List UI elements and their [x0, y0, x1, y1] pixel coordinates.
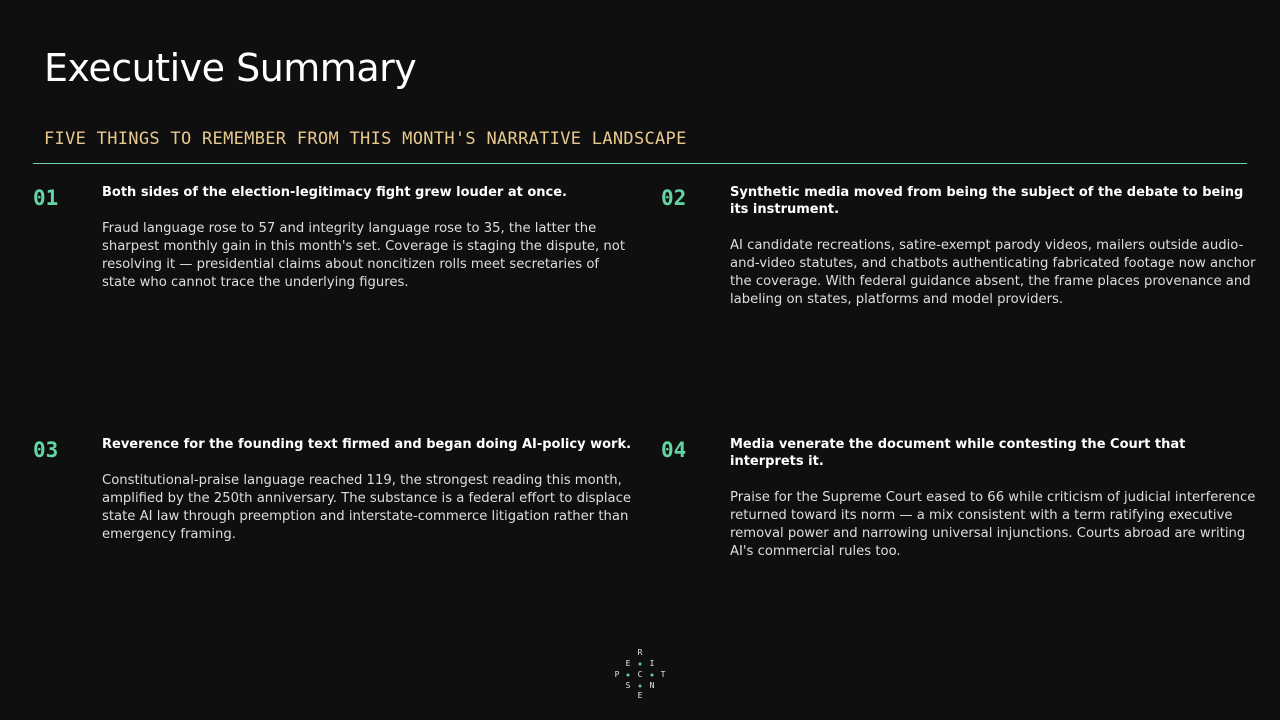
item-body: AI candidate recreations, satire-exempt parody videos, mailers outside audio-and-video statutes, and chatbots authenticating fabricated footage now anchor the coverage. With federal guidance absent, the frame places provenance and labeling on states, platforms and model providers.	[730, 238, 1256, 307]
logo-letter: R	[637, 648, 643, 657]
item-headline: Media venerate the document while contesting the Court that interprets it.	[730, 437, 1186, 469]
slide-subtitle: FIVE THINGS TO REMEMBER FROM THIS MONTH'S NARRATIVE LANDSCAPE	[44, 129, 687, 149]
logo-dot	[639, 685, 642, 688]
logo-dot	[651, 674, 654, 677]
logo-letter: T	[660, 670, 666, 679]
logo-letter: E	[625, 659, 631, 668]
item-number: 04	[661, 438, 687, 462]
logo-letter: C	[637, 670, 643, 679]
item-body: Praise for the Supreme Court eased to 66 while criticism of judicial interference returned toward its norm — a mix consistent with a term ratifying executive removal power and narrowing universal injunctions. Courts abroad are writing AI's commercial rules too.	[730, 490, 1256, 559]
divider-line	[33, 163, 1247, 164]
logo-letter: E	[637, 691, 643, 700]
logo-letter: S	[625, 681, 631, 690]
item-content	[730, 436, 1260, 561]
item-headline: Synthetic media moved from being the subject of the debate to being its instrument.	[730, 185, 1244, 217]
item-number: 03	[33, 438, 59, 462]
item-headline: Both sides of the election-legitimacy fight grew louder at once.	[102, 185, 567, 200]
logo-letter: N	[649, 681, 655, 690]
item-body: Fraud language rose to 57 and integrity language rose to 35, the latter the sharpest monthly gain in this month's set. Coverage is staging the dispute, not resolving it — presidential claims about noncitizen rolls meet secretaries of state who cannot trace the underlying figures.	[102, 221, 625, 290]
slide-title: Executive Summary	[44, 46, 417, 90]
logo-dot	[639, 663, 642, 666]
item-number: 01	[33, 186, 59, 210]
brand-logo	[612, 648, 668, 700]
item-number: 02	[661, 186, 687, 210]
logo-letter: P	[614, 670, 620, 679]
logo-dot	[627, 674, 630, 677]
logo-letter: I	[649, 659, 655, 668]
item-content	[730, 184, 1260, 309]
item-content	[102, 436, 632, 544]
item-body: Constitutional-praise language reached 119, the strongest reading this month, amplified by the 250th anniversary. The substance is a federal effort to displace state AI law through preemption and interstate-commerce litigation rather than emergency framing.	[102, 473, 632, 542]
item-headline: Reverence for the founding text firmed and began doing AI-policy work.	[102, 437, 632, 452]
item-content	[102, 184, 632, 292]
